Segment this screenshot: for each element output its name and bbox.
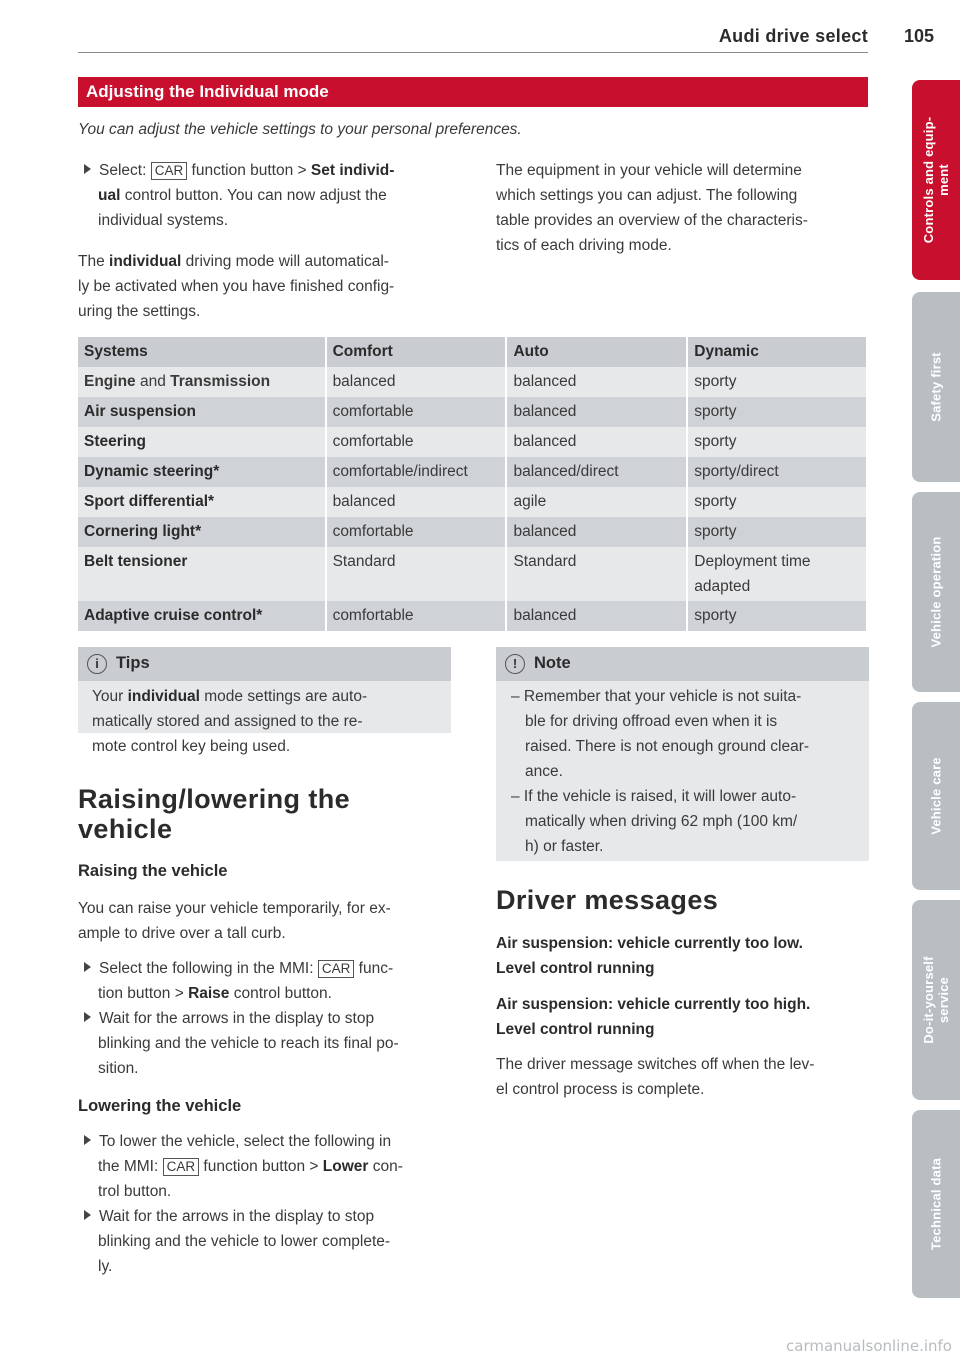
system-cell: Steering: [78, 427, 326, 457]
section-title: Adjusting the Individual mode: [86, 82, 329, 101]
auto-cell: agile: [506, 487, 687, 517]
note-header: [496, 647, 869, 681]
bullet-arrow-icon: [84, 1135, 91, 1145]
side-tab-vehicle-operation[interactable]: Vehicle operation: [912, 492, 960, 692]
lowering-steps: To lower the vehicle, select the following in the MMI: CAR function button > Lower con- trol button. Wait for the arrows in the display to stop blinking and the vehicle to lower complete- ly.: [84, 1129, 484, 1279]
page-number: 105: [903, 26, 934, 46]
tips-text: Your individual mode settings are auto- matically stored and assigned to the re- mote control key being used.: [92, 688, 368, 755]
bullet-arrow-icon: [84, 1210, 91, 1220]
col-header-systems: Systems: [78, 337, 326, 367]
section-title-bar: [78, 77, 868, 107]
bullet-arrow-icon: [84, 1012, 91, 1022]
comfort-cell: comfortable: [326, 427, 507, 457]
individual-paragraph: The individual driving mode will automatical- ly be activated when you have finished config- uring the settings.: [78, 253, 395, 320]
lowering-subheading: Lowering the vehicle: [78, 1097, 242, 1115]
comfort-cell: balanced: [326, 487, 507, 517]
dynamic-cell: sporty/direct: [687, 457, 867, 487]
info-icon: i: [87, 654, 107, 674]
table-row: [78, 517, 867, 547]
driver-message-paragraph: The driver message switches off when the lev- el control process is complete.: [496, 1056, 815, 1098]
system-cell: Belt tensioner: [78, 547, 326, 601]
bullet-arrow-icon: [84, 164, 91, 174]
car-button-label: CAR: [318, 960, 355, 978]
system-cell: Cornering light*: [78, 517, 326, 547]
table-row: [78, 457, 867, 487]
side-tab-do-it-yourself[interactable]: Do-it-yourself service: [912, 900, 960, 1100]
side-tab-technical-data[interactable]: Technical data: [912, 1110, 960, 1298]
dynamic-cell: sporty: [687, 487, 867, 517]
comfort-cell: comfortable: [326, 601, 507, 631]
raising-paragraph: You can raise your vehicle temporarily, for ex- ample to drive over a tall curb.: [78, 900, 391, 942]
col-header-auto: Auto: [506, 337, 687, 367]
warning-icon: !: [505, 654, 525, 674]
individual-step: Select: CAR function button > Set individ- ual control button. You can now adjust the individual systems.: [84, 158, 484, 233]
auto-cell: balanced: [506, 601, 687, 631]
system-cell: Air suspension: [78, 397, 326, 427]
table-row: [78, 367, 867, 397]
side-tab-controls[interactable]: Controls and equip- ment: [912, 80, 960, 280]
table-row: [78, 487, 867, 517]
raising-lowering-heading: Raising/lowering the vehicle: [78, 784, 351, 844]
watermark: carmanualsonline.info: [786, 1337, 952, 1355]
auto-cell: balanced: [506, 397, 687, 427]
table-row: [78, 427, 867, 457]
raising-subheading: Raising the vehicle: [78, 862, 228, 880]
comfort-cell: balanced: [326, 367, 507, 397]
dynamic-cell: sporty: [687, 601, 867, 631]
comfort-cell: comfortable: [326, 397, 507, 427]
section-intro: You can adjust the vehicle settings to your personal preferences.: [78, 121, 522, 138]
auto-cell: Standard: [506, 547, 687, 601]
driving-mode-table: [78, 337, 868, 631]
dynamic-cell: Deployment time adapted: [687, 547, 867, 601]
auto-cell: balanced: [506, 427, 687, 457]
system-cell: Engine and Transmission: [78, 367, 326, 397]
driver-message-low: Air suspension: vehicle currently too low. Level control running: [496, 935, 803, 977]
side-tab-vehicle-care[interactable]: Vehicle care: [912, 702, 960, 890]
auto-cell: balanced/direct: [506, 457, 687, 487]
running-header-title: Audi drive select: [718, 26, 868, 46]
comfort-cell: Standard: [326, 547, 507, 601]
driver-message-high: Air suspension: vehicle currently too high. Level control running: [496, 996, 811, 1038]
col-header-dynamic: Dynamic: [687, 337, 867, 367]
dynamic-cell: sporty: [687, 517, 867, 547]
system-cell: Dynamic steering*: [78, 457, 326, 487]
table-header-row: [78, 337, 867, 367]
system-cell: Adaptive cruise control*: [78, 601, 326, 631]
system-cell: Sport differential*: [78, 487, 326, 517]
table-row: [78, 547, 867, 601]
equipment-paragraph: The equipment in your vehicle will determine which settings you can adjust. The following table provides an overview of the characteris- tics of each driving mode.: [496, 162, 808, 254]
car-button-label: CAR: [163, 1158, 200, 1176]
car-button-label: CAR: [151, 162, 188, 180]
dynamic-cell: sporty: [687, 397, 867, 427]
dynamic-cell: sporty: [687, 367, 867, 397]
col-header-comfort: Comfort: [326, 337, 507, 367]
note-title: Note: [534, 654, 571, 672]
side-tab-safety[interactable]: Safety first: [912, 292, 960, 482]
auto-cell: balanced: [506, 367, 687, 397]
note-text: – Remember that your vehicle is not suita- ble for driving offroad even when it is raised. There is not enough ground clear- ance. – If the vehicle is raised, it will lower auto- matically when driving 62 mph (100 km/ h) or faster.: [511, 688, 810, 855]
auto-cell: balanced: [506, 517, 687, 547]
table-row: [78, 397, 867, 427]
driver-messages-heading: Driver messages: [496, 885, 719, 915]
tips-title: Tips: [116, 654, 150, 672]
raising-steps: Select the following in the MMI: CAR func- tion button > Raise control button. Wait for the arrows in the display to stop blinking and the vehicle to reach its final po- sition.: [84, 956, 484, 1081]
comfort-cell: comfortable: [326, 517, 507, 547]
bullet-arrow-icon: [84, 962, 91, 972]
header-divider: [78, 52, 868, 53]
comfort-cell: comfortable/indirect: [326, 457, 507, 487]
table-row: [78, 601, 867, 631]
tips-header: [78, 647, 451, 681]
dynamic-cell: sporty: [687, 427, 867, 457]
